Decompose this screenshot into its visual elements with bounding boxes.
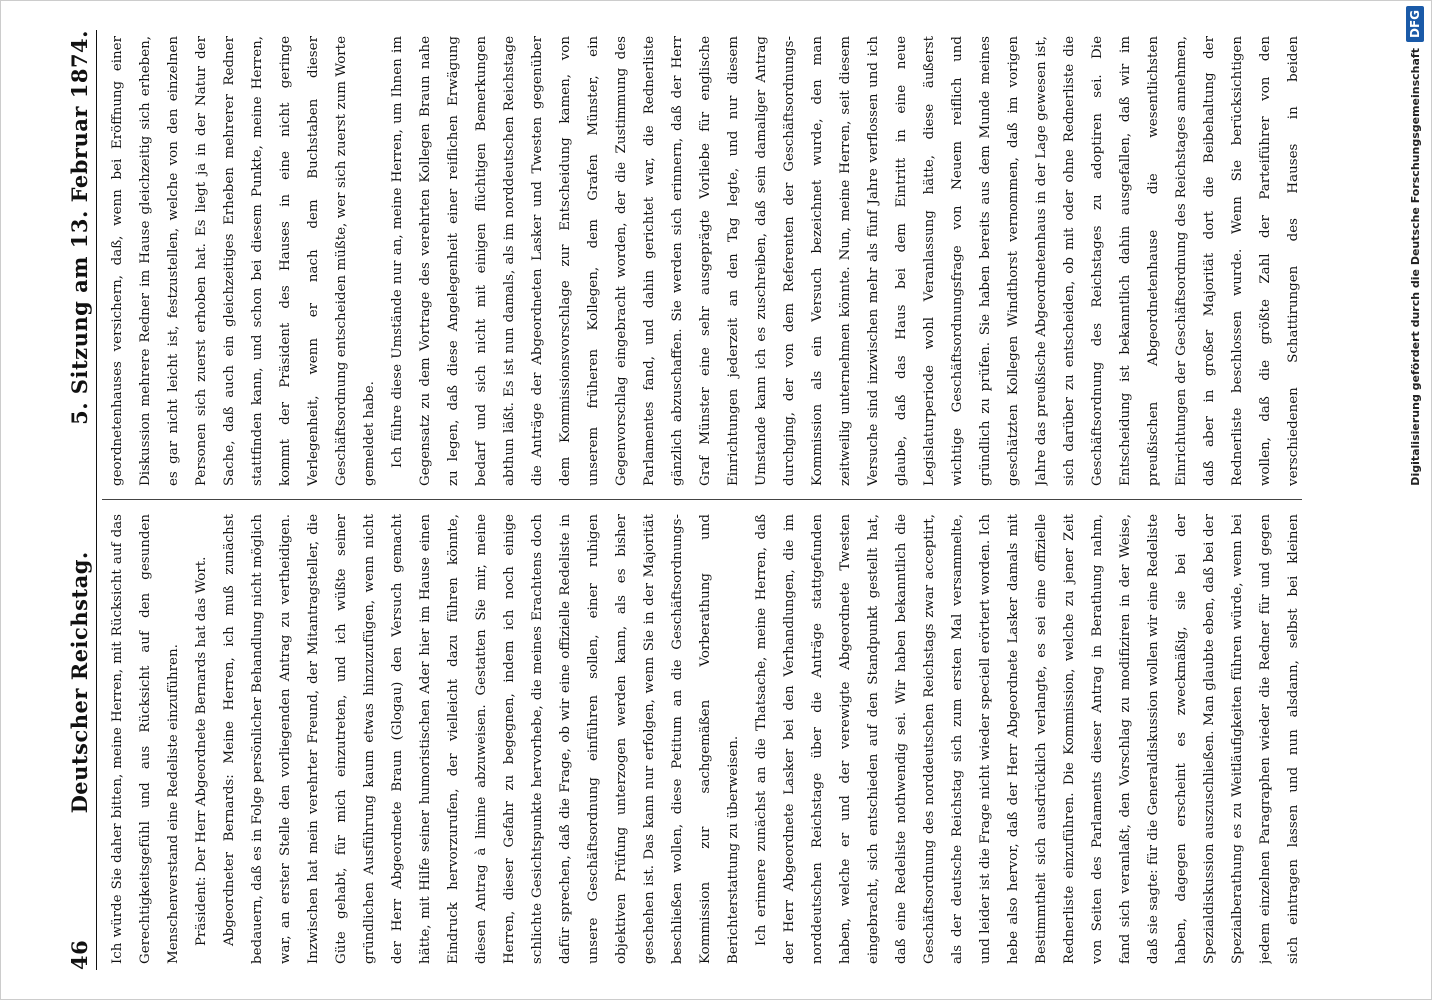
digitization-credit [1402,6,1428,996]
column-divider [102,499,1302,500]
sitting-date: 5. Sitzung am 13. Februar 1874. [67,30,92,425]
dfg-logo: DFG [1406,6,1424,42]
paragraph: Ich führe diese Umstände nur an, meine Herren, um Ihnen im Gegensatz zu dem Vortrage des verehrten Kollegen Braun nahe zu legen, daß diese Angelegenheit einer reiflichen Erwägung bedarf und sich nicht mit einigen flüchtigen Bemerkungen abthun läßt. Es ist nun damals, als im norddeutschen Reichstage die Anträge der Abgeordneten Lasker und Twesten gegenüber dem Kommissionsvorschlage zur Entscheidung kamen, von unserem früheren Kollegen, dem Grafen Münster, ein Gegenvorschlag eingebracht worden, der die Zustimmung des Parlamentes fand, und dahin gerichtet war, die Rednerliste gänzlich abzuschaffen. Sie werden sich erinnern, daß der Herr Graf Münster eine sehr ausgeprägte Vorliebe für englische Einrichtungen jederzeit an den Tag legte, und nur diesem Umstande kann ich es zuschreiben, daß sein damaliger Antrag durchging, der von dem Referenten der Geschäftsordnungs-Kommission als ein Versuch bezeichnet wurde, den man zeitweilig unternehmen könnte. Nun, meine Herren, seit diesem Versuche sind inzwischen mehr als fünf Jahre verflossen und ich glaube, daß das Haus bei dem Eintritt in eine neue Legislaturperiode wohl Veranlassung hätte, diese äußerst wichtige Geschäftsordnungsfrage von Neuem reiflich und gründlich zu prüfen. Sie haben bereits aus dem Munde meines geschätzten Kollegen Windthorst vernommen, daß im vorigen Jahre das preußische Abgeordnetenhaus in der Lage gewesen ist, sich darüber zu entscheiden, ob mit oder ohne Rednerliste die Geschäftsordnung des Reichstages zu adoptiren sei. Die Entscheidung ist bekanntlich dahin ausgefallen, daß wir im preußischen Abgeordnetenhause die wesentlichsten Einrichtungen der Geschäftsordnung des Reichstages annehmen, daß aber in großer Majorität dort die Beibehaltung der Rednerliste beschlossen wurde. Wenn Sie berücksichtigen wollen, daß die größte Zahl der Parteiführer von den verschiedenen Schattirungen des Hauses in beiden [390,36,1301,486]
paragraph: Ich würde Sie daher bitten, meine Herren, mit Rücksicht auf das Gerechtigkeitsgefühl und aus Rücksicht auf den gesunden Menschenverstand eine Redeliste einzuführen. [110,514,181,964]
left-column [104,514,1314,964]
paragraph: geordnetenhauses versichern, daß, wenn bei Eröffnung einer Diskussion mehrere Redner im Hause gleichzeitig sich erheben, es gar nicht leicht ist, festzustellen, welche von den einzelnen Personen sich zuerst erhoben hat. Es liegt ja in der Natur der Sache, daß auch ein gleichzeitiges Erheben mehrerer Redner stattfinden kann, und schon bei diesem Punkte, meine Herren, kommt der Präsident des Hauses in eine nicht geringe Verlegenheit, wenn er nach dem Buchstaben dieser Geschäftsordnung entscheiden müßte, wer sich zuerst zum Worte gemeldet habe. [110,36,377,486]
right-column [104,36,1314,486]
digitization-note: Digitalisierung gefördert durch die Deutsche Forschungsgemeinschaft [1408,48,1422,486]
paragraph: Präsident: Der Herr Abgeordnete Bernards hat das Wort. [194,556,209,946]
journal-title: Deutscher Reichstag. [67,551,92,814]
running-head [56,30,97,970]
page-number: 46 [67,939,92,970]
paragraph: Abgeordneter Bernards: Meine Herren, ich muß zunächst bedauern, daß es in Folge persönlicher Behandlung nicht möglich war, an erster Stelle den vorliegenden Antrag zu vertheidigen. Inzwischen hat mein verehrter Freund, der Mitantragsteller, die Güte gehabt, für mich einzutreten, und ich wüßte seiner gründlichen Ausführung kaum etwas hinzuzufügen, wenn nicht der Herr Abgeordnete Braun (Glogau) den Versuch gemacht hätte, mit Hilfe seiner humoristischen Ader hier im Hause einen Eindruck hervorzurufen, der vielleicht dazu führen könnte, diesen Antrag à limine abzuweisen. Gestatten Sie mir, meine Herren, dieser Gefahr zu begegnen, indem ich noch einige schlichte Gesichtspunkte hervorhebe, die meines Erachtens doch dafür sprechen, daß die Frage, ob wir eine offizielle Redeliste in unsere Geschäftsordnung einführen sollen, einer ruhigen objektiven Prüfung unterzogen werden kann, als es bisher geschehen ist. Das kann nur erfolgen, wenn Sie in der Majorität beschließen wollen, diese Petitum an die Geschäftsordnungs-Kommission zur sachgemäßen Vorberathung und Berichterstattung zu überweisen. [222,514,741,964]
paragraph: Ich erinnere zunächst an die Thatsache, meine Herren, daß der Herr Abgeordnete Lasker bei den Verhandlungen, die im norddeutschen Reichstage über die Anträge stattgefunden haben, welche er und der verewigte Abgeordnete Twesten eingebracht, sich entschieden auf den Standpunkt gestellt hat, daß eine Redeliste nothwendig sei. Wir haben bekanntlich die Geschäftsordnung des norddeutschen Reichstags zwar acceptirt, als der deutsche Reichstag sich zum ersten Mal versammelte, und leider ist die Frage nicht wieder speciell erörtert worden. Ich hebe also hervor, daß der Herr Abgeordnete Lasker damals mit Bestimmtheit sich ausdrücklich verlangte, es sei eine offizielle Rednerliste einzuführen. Die Kommission, welche zu jener Zeit von Seiten des Parlaments dieser Antrag in Berathung nahm, fand sich veranlaßt, den Vorschlag zu modifiziren in der Weise, daß sie sagte: für die Generaldiskussion wollen wir eine Redeliste haben, dagegen erscheint es zweckmäßig, sie bei der Spezialdiskussion auszuschließen. Man glaubte eben, daß bei der Spezialberathung es zu Weitläufigkeiten führen würde, wenn bei jedem einzelnen Paragraphen wieder die Redner für und gegen sich eintragen lassen und nun alsdann, selbst bei kleinen [754,514,1301,964]
